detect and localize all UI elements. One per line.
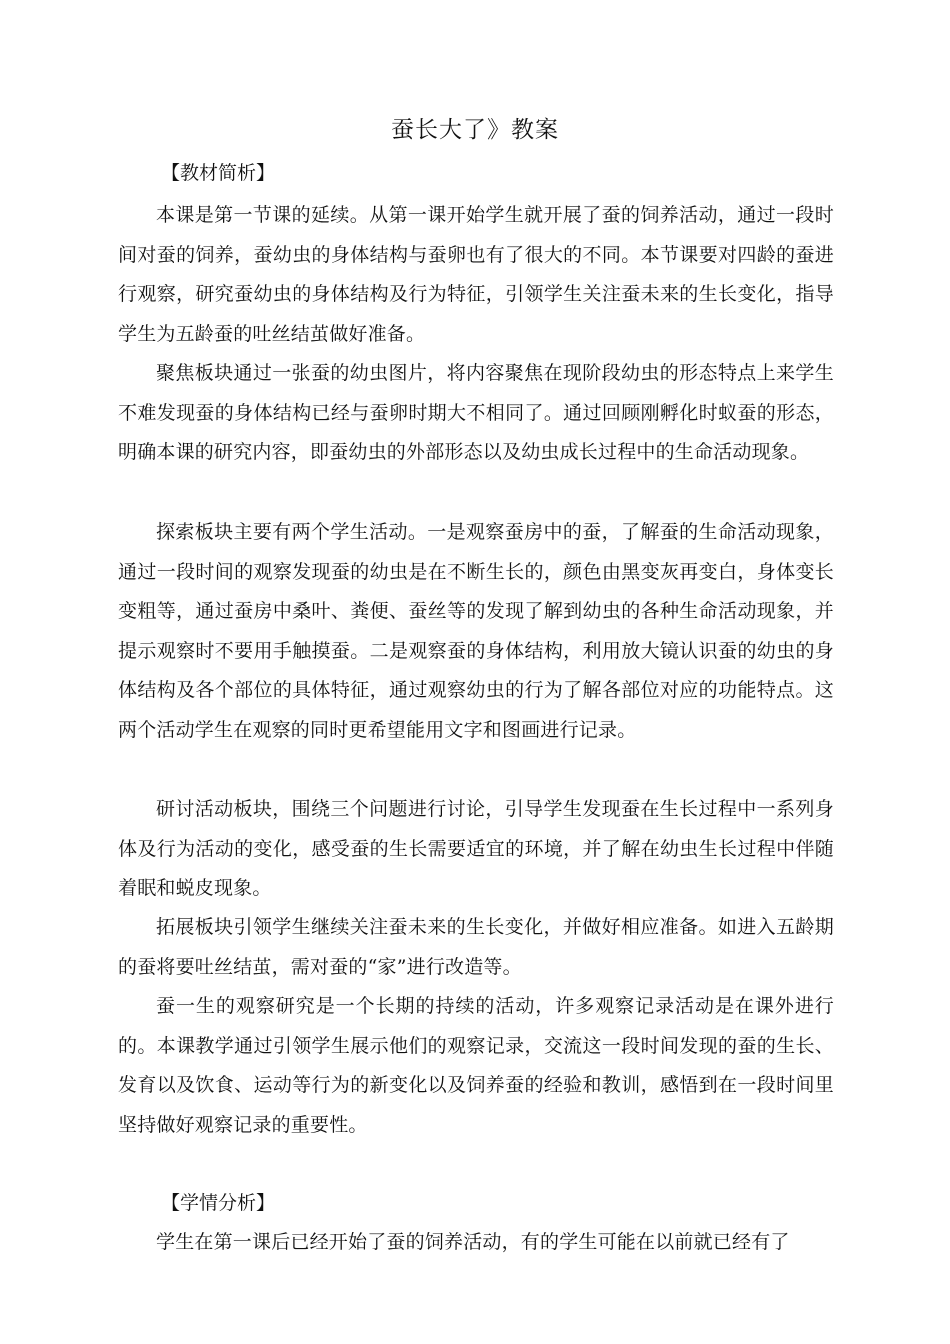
paragraph: 探索板块主要有两个学生活动。一是观察蚕房中的蚕，了解蚕的生命活动现象，通过一段时间的观察发现蚕的幼虫是在不断生长的，颜色由黑变灰再变白，身体变长变粗等，通过蚕房中桑叶、粪便、蚕丝等的发现了解到幼虫的各种生命活动现象，并提示观察时不要用手触摸蚕。二是观察蚕的身体结构，利用放大镜认识蚕的幼虫的身体结构及各个部位的具体特征，通过观察幼虫的行为了解各部位对应的功能特点。这两个活动学生在观察的同时更希望能用文字和图画进行记录。 <box>118 521 834 741</box>
paragraph: 拓展板块引领学生继续关注蚕未来的生长变化，并做好相应准备。如进入五龄期的蚕将要吐丝结茧，需对蚕的“家”进行改造等。 <box>118 916 834 978</box>
paragraph: 学生在第一课后已经开始了蚕的饲养活动，有的学生可能在以前就已经有了 <box>156 1231 790 1253</box>
paragraph: 研讨活动板块，围绕三个问题进行讨论，引导学生发现蚕在生长过程中一系列身体及行为活动的变化，感受蚕的生长需要适宜的环境，并了解在幼虫生长过程中伴随着眠和蜕皮现象。 <box>118 798 834 900</box>
document-title: 蚕长大了》教案 <box>391 117 559 143</box>
section-heading-student-analysis: 【学情分析】 <box>161 1192 276 1214</box>
section-heading-textbook-analysis: 【教材简析】 <box>161 162 276 184</box>
paragraph: 蚕一生的观察研究是一个长期的持续的活动，许多观察记录活动是在课外进行的。本课教学通过引领学生展示他们的观察记录，交流这一段时间发现的蚕的生长、发育以及饮食、运动等行为的新变化以及饲养蚕的经验和教训，感悟到在一段时间里坚持做好观察记录的重要性。 <box>118 995 834 1136</box>
paragraph: 本课是第一节课的延续。从第一课开始学生就开展了蚕的饲养活动，通过一段时间对蚕的饲养，蚕幼虫的身体结构与蚕卵也有了很大的不同。本节课要对四龄的蚕进行观察，研究蚕幼虫的身体结构及行为特征，引领学生关注蚕未来的生长变化，指导学生为五龄蚕的吐丝结茧做好准备。 <box>118 204 834 345</box>
paragraph: 聚焦板块通过一张蚕的幼虫图片，将内容聚焦在现阶段幼虫的形态特点上来学生不难发现蚕的身体结构已经与蚕卵时期大不相同了。通过回顾刚孵化时蚁蚕的形态，明确本课的研究内容，即蚕幼虫的外部形态以及幼虫成长过程中的生命活动现象。 <box>118 362 834 464</box>
